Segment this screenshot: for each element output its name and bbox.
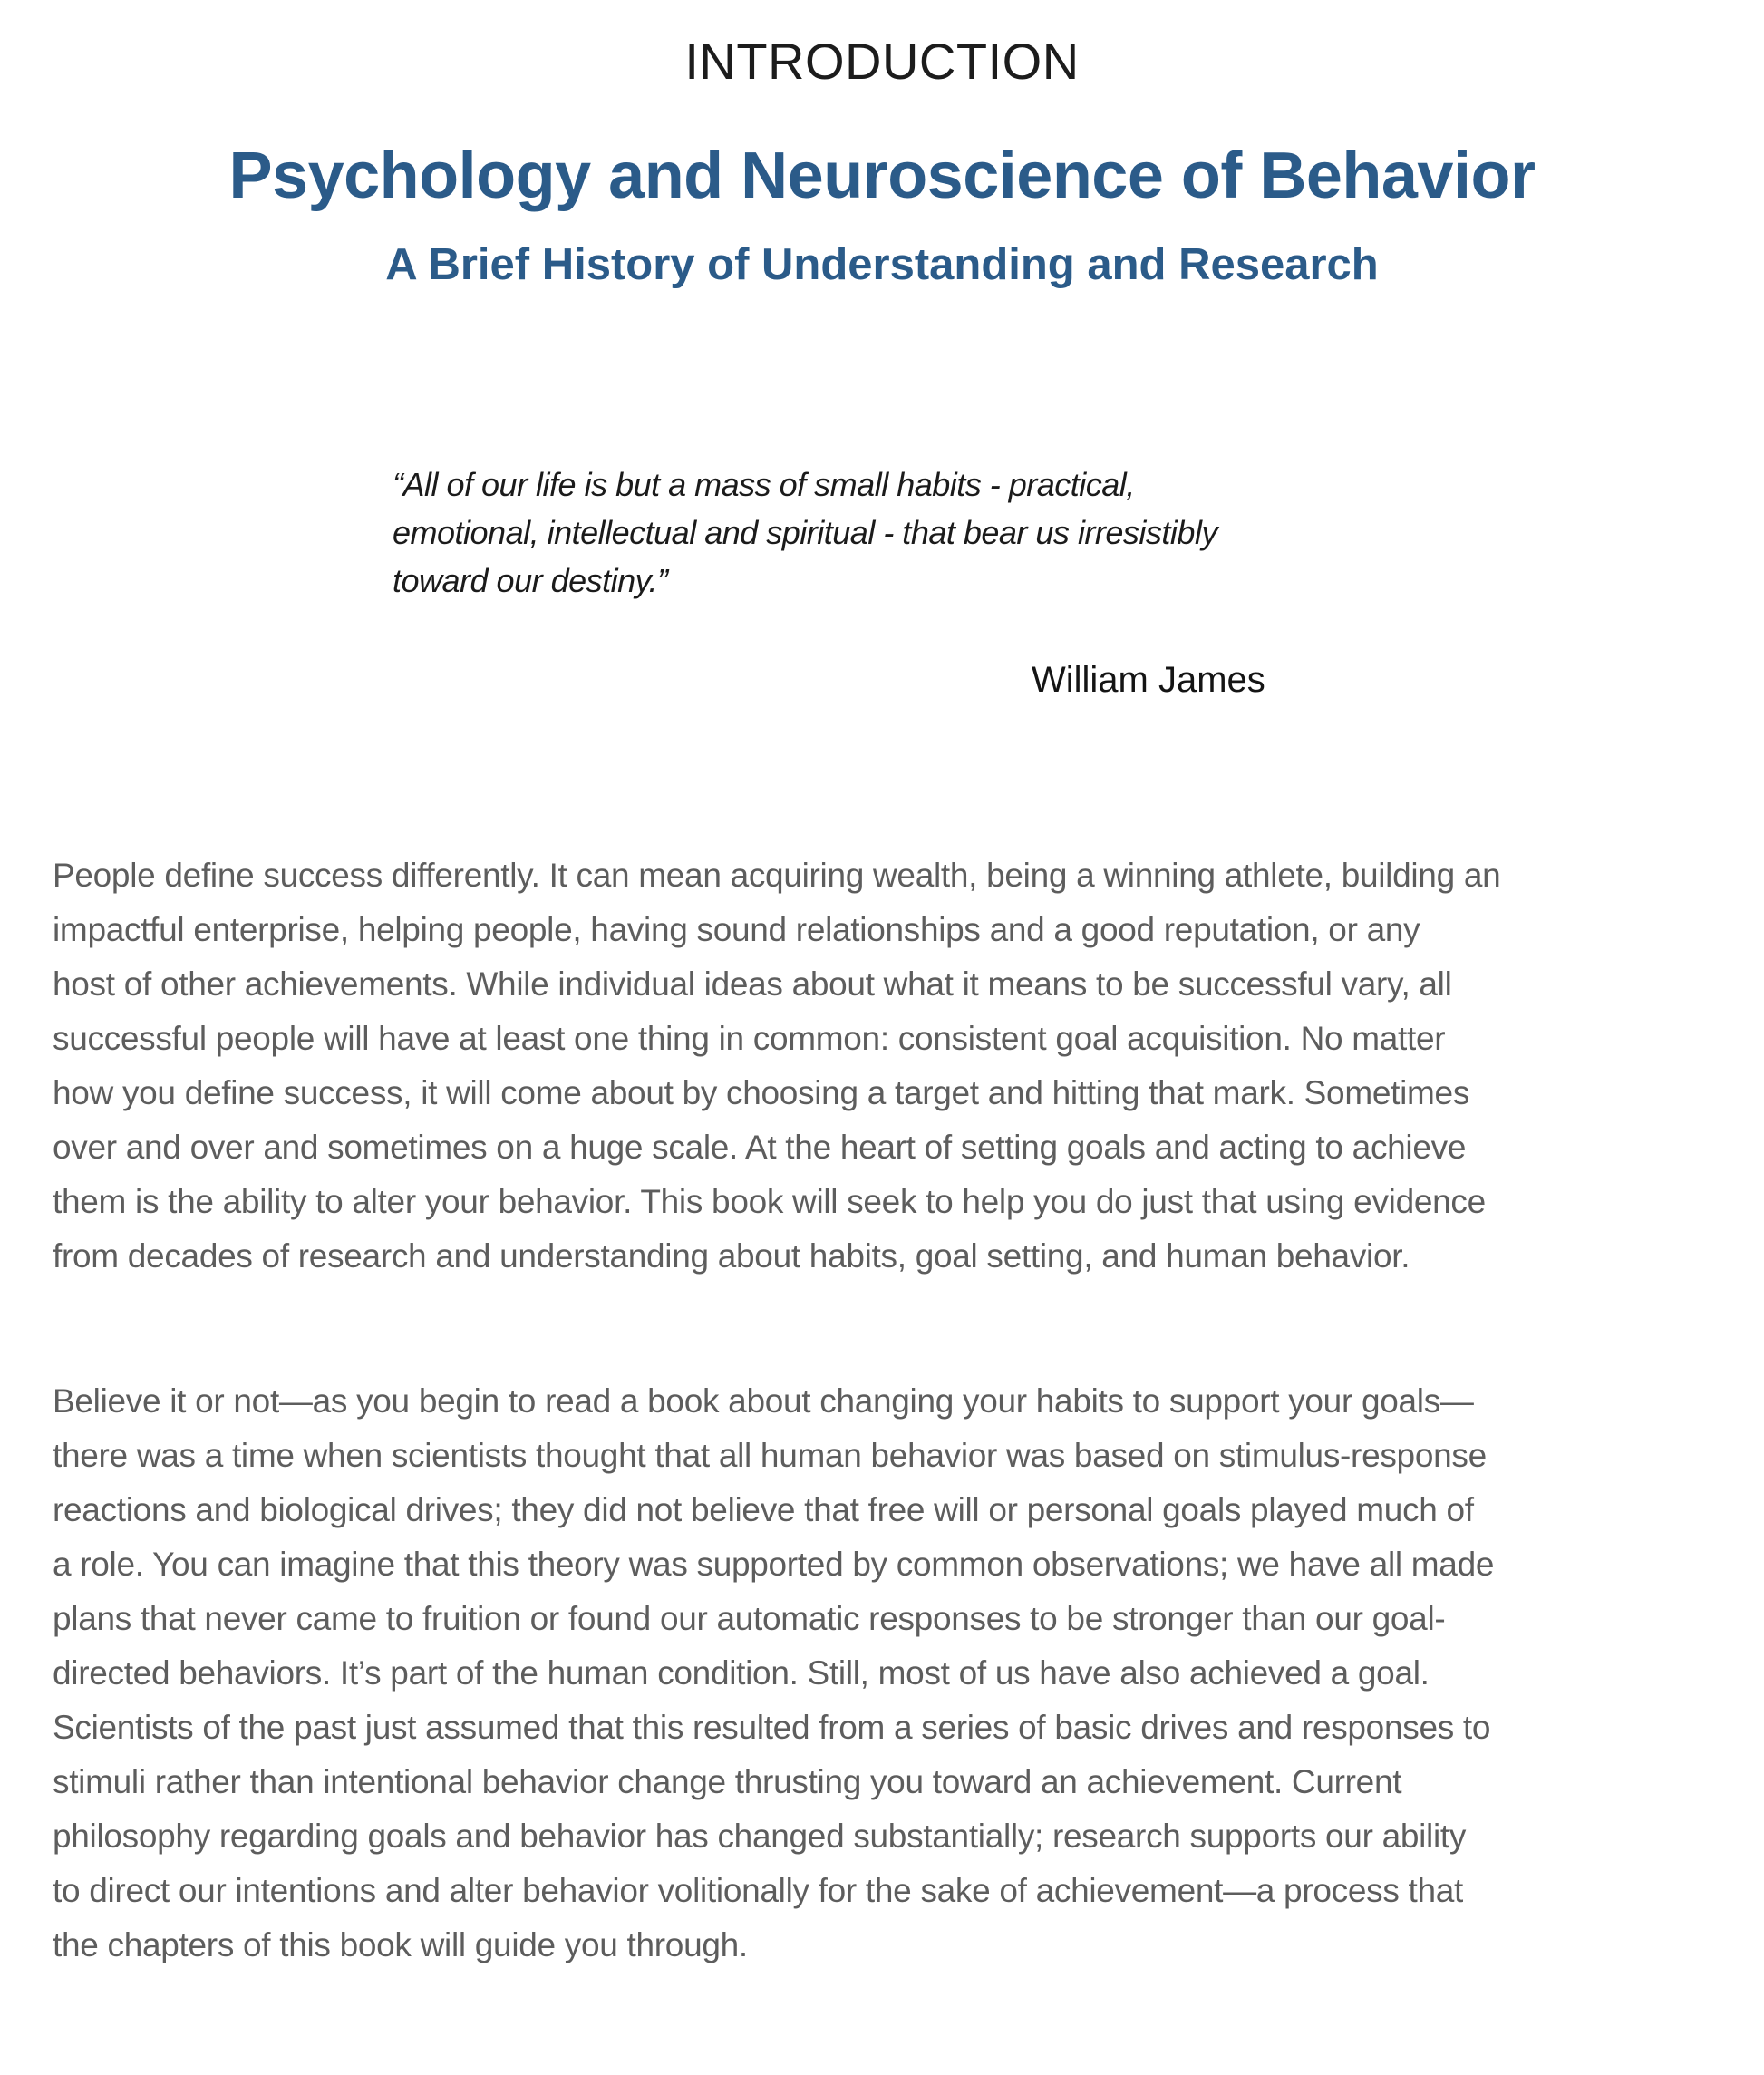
text-line: how you define success, it will come about by choosing a target and hitting that mark. Sometimes	[53, 1074, 1470, 1111]
text-line: there was a time when scientists thought that all human behavior was based on stimulus-response	[53, 1437, 1487, 1474]
text-line: host of other achievements. While individual ideas about what it means to be successful vary, all	[53, 965, 1452, 1003]
text-line: from decades of research and understanding about habits, goal setting, and human behavior.	[53, 1237, 1410, 1275]
text-line: Scientists of the past just assumed that this resulted from a series of basic drives and responses to	[53, 1709, 1491, 1746]
text-line: directed behaviors. It’s part of the human condition. Still, most of us have also achieved a goal.	[53, 1654, 1430, 1692]
text-line: impactful enterprise, helping people, having sound relationships and a good reputation, or any	[53, 911, 1420, 948]
text-line: plans that never came to fruition or found our automatic responses to be stronger than our goal-	[53, 1600, 1446, 1637]
text-line: them is the ability to alter your behavior. This book will seek to help you do just that using evidence	[53, 1183, 1486, 1220]
text-line: stimuli rather than intentional behavior change thrusting you toward an achievement. Current	[53, 1763, 1402, 1800]
quote-attribution: William James	[1032, 660, 1265, 700]
body-text	[53, 848, 1717, 1973]
body-paragraph-1	[53, 848, 1717, 1284]
text-line: the chapters of this book will guide you through.	[53, 1926, 748, 1963]
text-line: to direct our intentions and alter behavior volitionally for the sake of achievement—a process that	[53, 1872, 1464, 1909]
text-line: People define success differently. It can mean acquiring wealth, being a winning athlete, building an	[53, 857, 1501, 894]
text-line: over and over and sometimes on a huge scale. At the heart of setting goals and acting to achieve	[53, 1129, 1467, 1166]
document-title: Psychology and Neuroscience of Behavior	[228, 140, 1536, 212]
section-kicker: INTRODUCTION	[684, 33, 1080, 90]
text-line: emotional, intellectual and spiritual - that bear us irresistibly	[393, 514, 1217, 551]
text-line: successful people will have at least one thing in common: consistent goal acquisition. No matter	[53, 1020, 1446, 1057]
text-line: toward our destiny.”	[393, 562, 668, 599]
text-line: Believe it or not—as you begin to read a book about changing your habits to support your goals—	[53, 1382, 1474, 1420]
text-line: “All of our life is but a mass of small habits - practical,	[393, 466, 1135, 503]
text-line: reactions and biological drives; they did not believe that free will or personal goals played much of	[53, 1491, 1474, 1528]
epigraph-quote	[393, 461, 1217, 605]
body-paragraph-2	[53, 1374, 1717, 1973]
document-subtitle: A Brief History of Understanding and Research	[385, 240, 1379, 289]
text-line: a role. You can imagine that this theory was supported by common observations; we have all made	[53, 1546, 1495, 1583]
text-line: philosophy regarding goals and behavior has changed substantially; research supports our ability	[53, 1818, 1467, 1855]
